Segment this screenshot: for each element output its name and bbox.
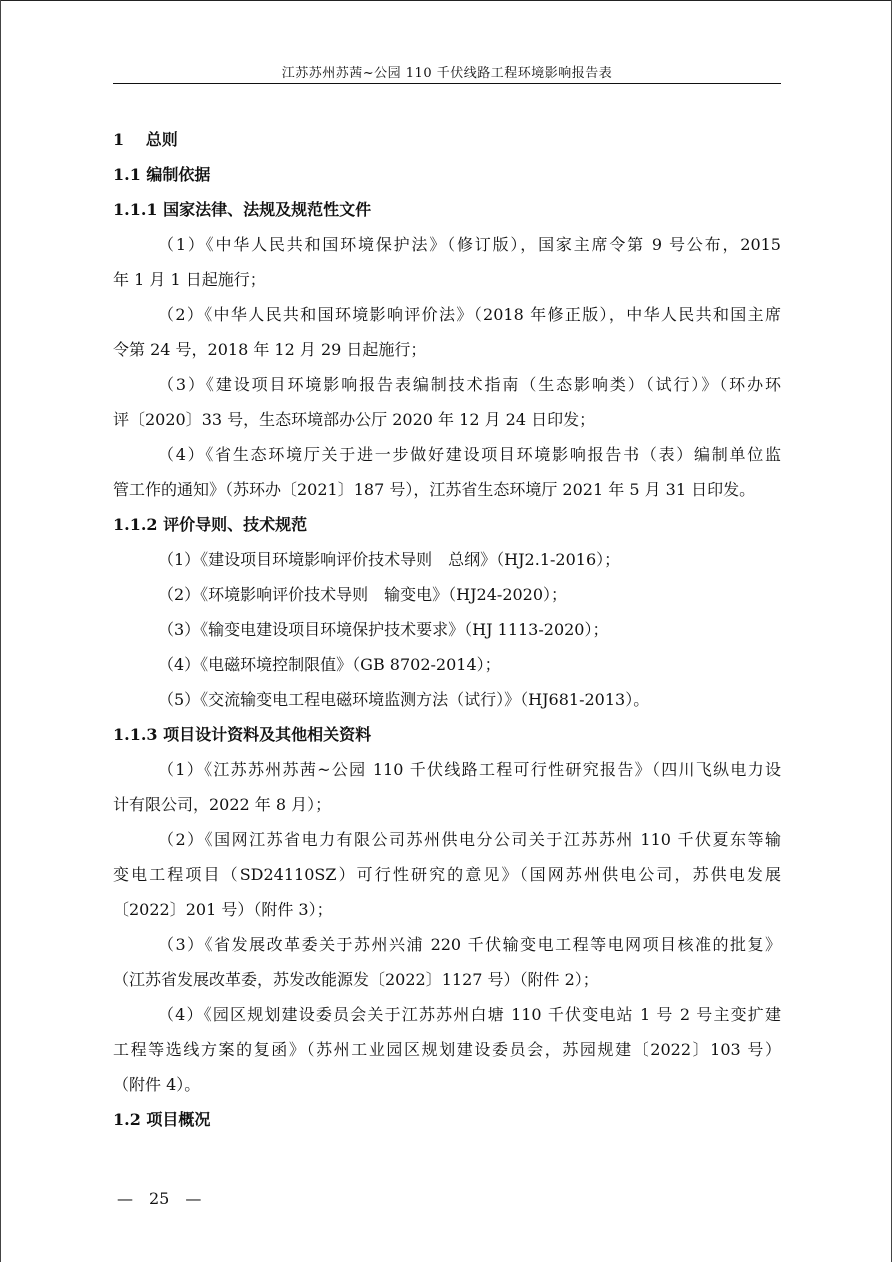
text-line: （5）《交流输变电工程电磁环境监测方法（试行）》（HJ681-2013）。 xyxy=(158,690,650,709)
text-line: （4）《电磁环境控制限值》（GB 8702-2014）； xyxy=(158,655,501,674)
running-header: 江苏苏州苏茜~公园 110 千伏线路工程环境影响报告表 xyxy=(281,66,613,81)
text-line: 工程等选线方案的复函》（苏州工业园区规划建设委员会，苏园规建〔2022〕103 号） xyxy=(113,1040,781,1059)
text-line: 评〔2020〕33 号，生态环境部办公厅 2020 年 12 月 24 日印发； xyxy=(113,410,596,429)
text-line: （3）《输变电建设项目环境保护技术要求》（HJ 1113-2020）； xyxy=(158,620,609,639)
text-line: 管工作的通知》（苏环办〔2021〕187 号），江苏省生态环境厅 2021 年 5 月 31 日印发。 xyxy=(113,480,756,499)
text-line: （附件 4）。 xyxy=(113,1075,201,1094)
text-line: 变电工程项目（SD24110SZ）可行性研究的意见》（国网苏州供电公司，苏供电发展 xyxy=(113,865,781,884)
text-line: 令第 24 号，2018 年 12 月 29 日起施行； xyxy=(113,340,427,359)
document-body xyxy=(113,122,781,1137)
text-line: 〔2022〕201 号）（附件 3）； xyxy=(113,900,333,919)
text-line: 年 1 月 1 日起施行； xyxy=(113,270,266,289)
text-line: （2）《国网江苏省电力有限公司苏州供电分公司关于江苏苏州 110 千伏夏东等输 xyxy=(158,830,781,849)
text-line: （3）《省发展改革委关于苏州兴浦 220 千伏输变电工程等电网项目核准的批复》 xyxy=(158,935,781,954)
text-line: 计有限公司，2022 年 8 月）； xyxy=(113,795,332,814)
section-heading: 1.2 项目概况 xyxy=(113,1110,211,1129)
text-line: （江苏省发展改革委，苏发改能源发〔2022〕1127 号）（附件 2）； xyxy=(113,970,599,989)
header-rule xyxy=(113,83,781,84)
text-line: （4）《省生态环境厅关于进一步做好建设项目环境影响报告书（表）编制单位监 xyxy=(158,445,781,464)
section-heading: 1.1.3 项目设计资料及其他相关资料 xyxy=(113,725,372,744)
text-line: （1）《建设项目环境影响评价技术导则 总纲》（HJ2.1-2016）； xyxy=(158,550,621,569)
text-line: （4）《园区规划建设委员会关于江苏苏州白塘 110 千伏变电站 1 号 2 号主变扩建 xyxy=(158,1005,781,1024)
section-heading: 1.1.1 国家法律、法规及规范性文件 xyxy=(113,200,372,219)
page-left-border xyxy=(0,0,1,1262)
section-heading: 1 总则 xyxy=(113,130,178,149)
text-line: （2）《中华人民共和国环境影响评价法》（2018 年修正版），中华人民共和国主席 xyxy=(158,305,781,324)
page-number: — 25 — xyxy=(117,1189,202,1208)
section-heading: 1.1.2 评价导则、技术规范 xyxy=(113,515,308,534)
text-line: （1）《江苏苏州苏茜~公园 110 千伏线路工程可行性研究报告》（四川飞纵电力设 xyxy=(158,760,781,779)
text-line: （2）《环境影响评价技术导则 输变电》（HJ24-2020）； xyxy=(158,585,568,604)
text-line: （3）《建设项目环境影响报告表编制技术指南（生态影响类）（试行）》（环办环 xyxy=(158,375,781,394)
section-heading: 1.1 编制依据 xyxy=(113,165,211,184)
text-line: （1）《中华人民共和国环境保护法》（修订版），国家主席令第 9 号公布，2015 xyxy=(158,235,781,254)
page-top-border xyxy=(0,0,892,1)
